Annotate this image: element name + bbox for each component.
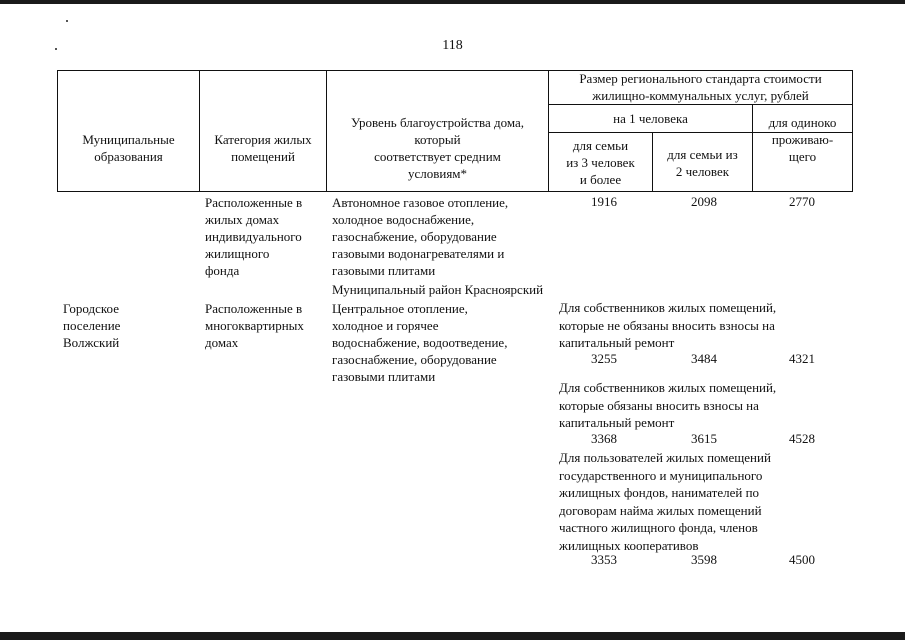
- group-tenants-value-family2: 3598: [691, 552, 717, 567]
- row-private-value-single: 2770: [789, 194, 815, 209]
- header-family-2: для семьи из 2 человек: [667, 147, 738, 179]
- row-private-value-family3: 1916: [591, 194, 617, 209]
- row-volzhsky-level: Центральное отопление, холодное и горячее водоснабжение, водоотведение, газоснабжение, оборудование газовыми плитами: [332, 301, 508, 384]
- scan-border-top: [0, 0, 905, 4]
- page-number: 118: [442, 38, 463, 53]
- group-owners-not-obliged-value-family2: 3484: [691, 351, 717, 366]
- group-tenants-value-family3: 3353: [591, 552, 617, 567]
- group-owners-obliged-note: Для собственников жилых помещений, которые обязаны вносить взносы на капитальный ремонт: [559, 380, 777, 430]
- header-single: для одиноко проживаю- щего: [768, 115, 837, 164]
- group-owners-obliged-value-family2: 3615: [691, 431, 717, 446]
- group-tenants-note: Для пользователей жилых помещений государственного и муниципального жилищных фондов, нанимателей по договорам найма жилых помещений частного жилищного фонда, членов жилищных кооперативов: [559, 450, 771, 553]
- row-volzhsky-municipality: Городское поселение Волжский: [63, 301, 121, 350]
- group-tenants-value-single: 4500: [789, 552, 815, 567]
- row-private-category: Расположенные в жилых домах индивидуального жилищного фонда: [205, 195, 303, 278]
- group-owners-not-obliged-value-single: 4321: [789, 351, 815, 366]
- district-heading: Муниципальный район Красноярский: [332, 282, 544, 297]
- scan-speck: [66, 20, 68, 22]
- group-owners-not-obliged-note: Для собственников жилых помещений, которые не обязаны вносить взносы на капитальный ремонт: [559, 300, 777, 350]
- header-category: Категория жилых помещений: [214, 132, 312, 164]
- group-owners-not-obliged-value-family3: 3255: [591, 351, 617, 366]
- header-per-person: на 1 человека: [613, 111, 688, 126]
- header-improvement-level: Уровень благоустройства дома, который соответствует средним условиям*: [350, 115, 525, 181]
- group-owners-obliged-value-single: 4528: [789, 431, 815, 446]
- header-family-3: для семьи из 3 человек и более: [566, 138, 635, 187]
- header-municipality: Муниципальные образования: [82, 132, 175, 164]
- row-private-level: Автономное газовое отопление, холодное водоснабжение, газоснабжение, оборудование газовыми водонагревателями и газовыми плитами: [332, 195, 509, 278]
- group-owners-obliged-value-family3: 3368: [591, 431, 617, 446]
- row-volzhsky-category: Расположенные в многоквартирных домах: [205, 301, 304, 350]
- header-standard-size: Размер регионального стандарта стоимости жилищно-коммунальных услуг, рублей: [579, 71, 822, 103]
- scan-border-bottom: [0, 632, 905, 640]
- row-private-value-family2: 2098: [691, 194, 717, 209]
